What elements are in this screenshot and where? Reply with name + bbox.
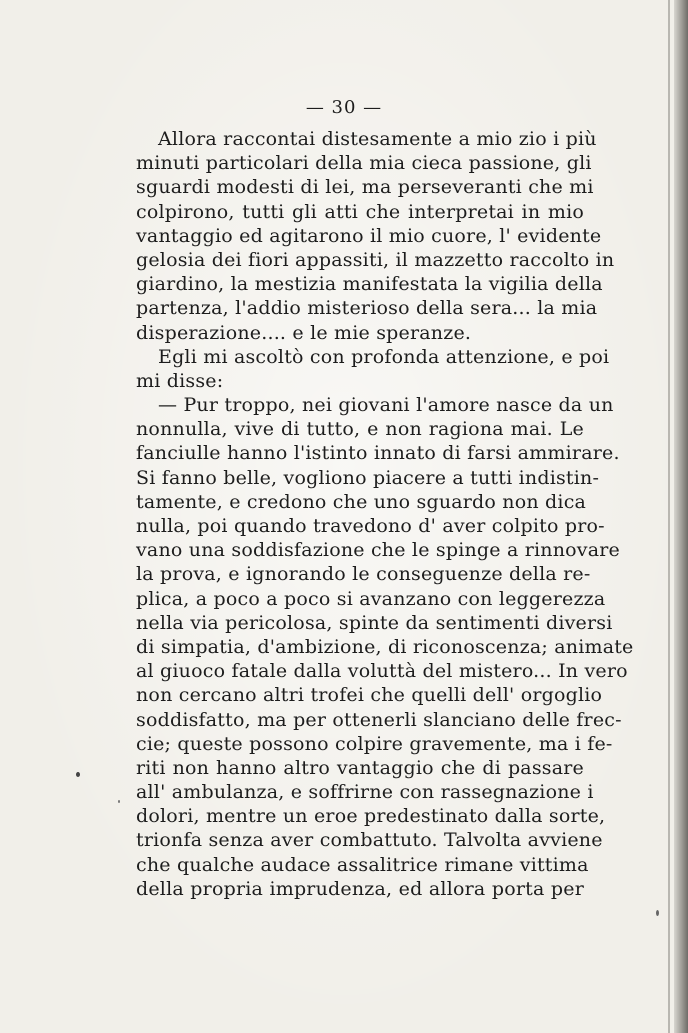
text-line: Si fanno belle, vogliono piacere a tutti indistin- <box>136 466 600 489</box>
text-line: disperazione.... e le mie speranze. <box>136 321 472 344</box>
text-line: sguardi modesti di lei, ma perseveranti che mi <box>136 176 594 199</box>
text-line: dolori, mentre un eroe predestinato dalla sorte, <box>136 805 606 828</box>
text-line: vantaggio ed agitarono il mio cuore, l' evidente <box>136 224 602 247</box>
text-line: Egli mi ascoltò con profonda attenzione, e poi <box>158 345 610 368</box>
body-text <box>136 127 634 901</box>
text-line: Allora raccontai distesamente a mio zio i più <box>158 128 597 150</box>
text-line: la prova, e ignorando le conseguenze della re- <box>136 563 591 586</box>
text-line: trionfa senza aver combattuto. Talvolta avviene <box>136 829 603 852</box>
page-edge <box>674 0 688 1033</box>
text-line: cie; queste possono colpire gravemente, ma i fe- <box>136 732 613 755</box>
text-line: all' ambulanza, e soffrirne con rassegnazione i <box>136 781 594 804</box>
text-line: della propria imprudenza, ed allora porta per <box>136 877 584 900</box>
text-line: nonnulla, vive di tutto, e non ragiona mai. Le <box>136 418 584 441</box>
text-line: vano una soddisfazione che le spinge a rinnovare <box>136 539 620 562</box>
text-line: nulla, poi quando travedono d' aver colpito pro- <box>136 515 605 537</box>
text-line: al giuoco fatale dalla voluttà del mistero... In vero <box>136 660 628 683</box>
text-line: riti non hanno altro vantaggio che di passare <box>136 756 584 779</box>
text-line: che qualche audace assalitrice rimane vittima <box>136 853 589 876</box>
text-line: fanciulle hanno l'istinto innato di farsi ammirare. <box>136 442 620 465</box>
text-line: gelosia dei fiori appassiti, il mazzetto raccolto in <box>136 248 615 271</box>
text-line: di simpatia, d'ambizione, di riconoscenza; animate <box>136 635 634 658</box>
text-line: tamente, e credono che uno sguardo non dica <box>136 490 587 513</box>
text-line: mi disse: <box>136 369 224 392</box>
ink-speck <box>76 772 80 777</box>
ink-speck <box>118 800 120 803</box>
text-line: colpirono, tutti gli atti che interpretai in mio <box>136 200 584 223</box>
text-line: nella via pericolosa, spinte da sentimenti diversi <box>136 611 613 634</box>
text-line: plica, a poco a poco si avanzano con leggerezza <box>136 587 606 610</box>
text-line: minuti particolari della mia cieca passione, gli <box>136 152 592 175</box>
text-line: partenza, l'addio misterioso della sera... la mia <box>136 297 598 320</box>
text-line: — Pur troppo, nei giovani l'amore nasce da un <box>158 394 614 417</box>
text-line: non cercano altri trofei che quelli dell' orgoglio <box>136 684 603 707</box>
text-line: giardino, la mestizia manifestata la vigilia della <box>136 273 603 296</box>
ink-speck <box>656 910 659 916</box>
page-number: — 30 — <box>305 97 383 118</box>
text-line: soddisfatto, ma per ottenerli slanciano delle frec- <box>136 708 622 731</box>
